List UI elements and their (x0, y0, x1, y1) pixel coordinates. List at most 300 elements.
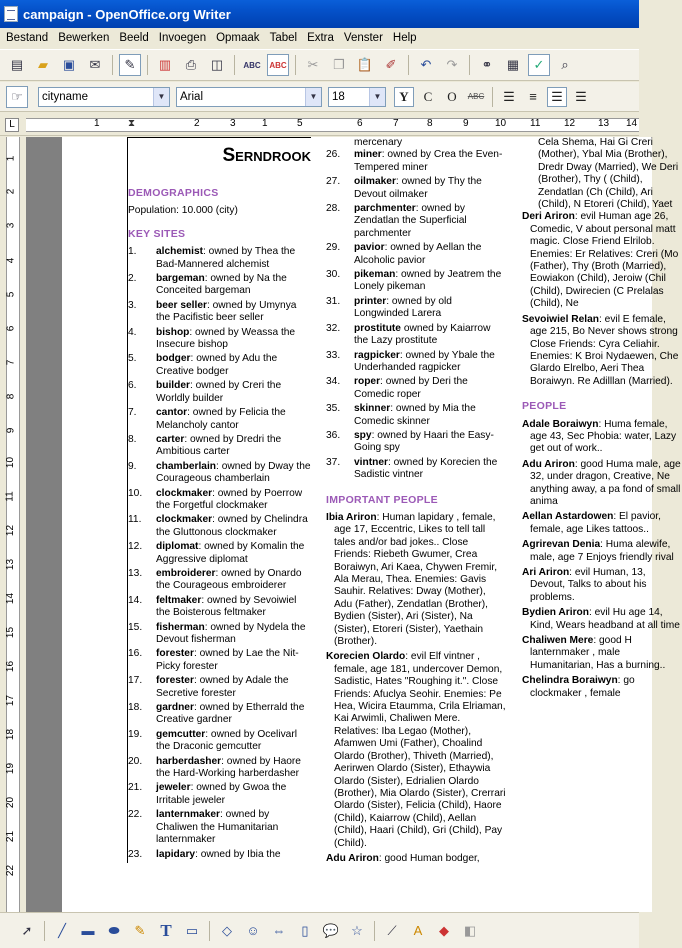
vruler-number: 1 (5, 155, 17, 162)
print-icon[interactable]: ⎙ (185, 57, 197, 72)
menu-venster[interactable]: Venster (343, 32, 383, 44)
site-item (326, 149, 506, 174)
site-owner: : owned by Aellan the Alcoholic pavior (354, 242, 482, 266)
site-profession: gardner (156, 702, 194, 714)
print-preview-icon[interactable]: ◫ (210, 57, 224, 72)
person-name: Adale Boraiwyn (522, 418, 599, 430)
site-text (156, 273, 311, 298)
site-item (326, 350, 506, 375)
document-page[interactable] (62, 137, 681, 912)
freeform-tool-icon[interactable]: ✎ (134, 922, 146, 938)
ruler-number: 7 (393, 118, 399, 129)
site-number: 22. (128, 809, 143, 821)
callouts-icon[interactable]: 💬 (322, 922, 340, 938)
site-item (128, 675, 311, 700)
site-number: 16. (128, 648, 143, 660)
save-icon[interactable]: ▣ (62, 57, 76, 72)
site-owner: : owned by Dway the Courageous chamberlain (156, 460, 311, 485)
person-name: Bydien Ariron (522, 607, 589, 619)
site-item (326, 457, 506, 482)
person-name: Adu Ariron (522, 458, 575, 470)
site-number: 26. (326, 149, 341, 161)
toolbar-separator (469, 55, 470, 75)
menu-invoegen[interactable]: Invoegen (158, 32, 207, 44)
site-text (354, 176, 506, 201)
edit-mode-icon[interactable]: ✎ (119, 54, 141, 76)
people-heading: PEOPLE (522, 400, 567, 413)
site-item (326, 376, 506, 401)
site-number: 9. (128, 460, 137, 472)
site-profession: lapidary (156, 848, 196, 860)
menu-bewerken[interactable]: Bewerken (58, 32, 110, 44)
site-profession: oilmaker (354, 176, 396, 188)
site-number: 10. (128, 487, 143, 499)
site-item (326, 176, 506, 201)
important-person (326, 512, 506, 648)
toolbar-separator (147, 55, 148, 75)
basic-shapes-icon[interactable]: ◇ (222, 922, 232, 938)
site-owner: : owned by Haari the Easy-Going spy (354, 429, 494, 454)
site-item (128, 327, 311, 352)
hyperlink-icon[interactable]: ⚭ (481, 57, 493, 72)
relatives-continued-text: Cela Shema, Hai Gi Creri (Mother), Ybal Mia (Brother), Dredr Dway (Married), We Deri (Brother), Thy ( (Child), Zendatlan (Ch (Child), Ari (Child), N Etoreri (Child), Yaet (538, 137, 679, 211)
align-left-icon[interactable]: ☰ (503, 88, 515, 104)
vruler-number: 16 (5, 660, 17, 673)
important-people-heading: IMPORTANT PEOPLE (326, 493, 438, 506)
important-person-name: Ibia Ariron (326, 511, 377, 523)
column-2 (326, 137, 506, 868)
site-text (156, 729, 311, 754)
site-item (128, 380, 311, 405)
chevron-down-icon[interactable]: ▼ (153, 88, 169, 106)
site-number: 1. (128, 246, 137, 258)
site-profession: diplomat (156, 541, 199, 553)
site-profession: ragpicker (354, 349, 400, 361)
person (522, 567, 682, 604)
vruler-number: 4 (5, 257, 17, 264)
site-text (156, 434, 311, 459)
writer-app-icon (4, 6, 18, 22)
chevron-down-icon[interactable]: ▼ (369, 88, 385, 106)
ruler-number: 1 (94, 118, 100, 129)
block-arrows-icon[interactable]: ⇔ (272, 923, 286, 938)
open-folder-icon[interactable]: ▰ (38, 57, 48, 72)
vruler-number: 2 (5, 188, 17, 195)
site-profession: forester (156, 675, 194, 687)
person-text (522, 635, 682, 672)
toolbar-separator (44, 921, 45, 941)
site-item (128, 514, 311, 539)
site-owner: : owned by Weassa the Insecure bishop (156, 326, 296, 351)
site-text (156, 407, 311, 432)
person-text (522, 511, 682, 536)
important-person-description: : Human lapidary , female, age 17, Eccentric, Likes to tell tall tales and/or bad jokes.. Close Friends: Riebeth Gwumer, Crea Boraiwyn, Ari Kaea, Chywen Fremir, Ala Merau, Thea. Enemies: Gavis Sauhir. Relatives: Dway (Mother), Adu (Father), Zendatlan (Brother), Bydien (Sister), Ari (Sister), Na (Sister), Etoreri (Sister), Yaethain (Brother). (334, 511, 498, 648)
site-owner: : owned by Creri the Worldly builder (156, 380, 282, 404)
site-text (354, 350, 506, 375)
ruler-number: 1 (262, 118, 268, 129)
site-item (128, 353, 311, 378)
site-profession: skinner (354, 403, 391, 415)
site-owner: : owned by Sevoiwiel the Boisterous feltmaker (156, 594, 297, 619)
font-size-value: 18 (332, 90, 345, 103)
site-item (326, 323, 506, 348)
document-workspace[interactable] (26, 137, 681, 912)
formatting-toolbar (0, 82, 639, 112)
site-owner: : owned by Na the Conceited bargeman (156, 273, 287, 297)
site-profession: miner (354, 149, 382, 161)
site-profession: cantor (156, 407, 188, 419)
site-number: 30. (326, 269, 341, 281)
site-item (326, 203, 506, 240)
strikethrough-icon[interactable]: ABC (467, 92, 485, 101)
site-profession: forester (156, 648, 194, 660)
site-profession: roper (354, 376, 381, 388)
person-text (522, 675, 682, 700)
fontwork-icon[interactable]: A (413, 923, 423, 938)
site-number: 12. (128, 541, 143, 553)
site-profession: clockmaker (156, 487, 213, 499)
site-owner: : owned by Umynya the Pacifistic beer seller (156, 299, 297, 324)
person (522, 675, 682, 700)
site-number: 4. (128, 326, 137, 338)
paragraph-style-select[interactable] (38, 87, 170, 107)
ruler-number: 10 (495, 118, 507, 129)
points-icon[interactable]: ⟋ (387, 922, 397, 938)
important-person-name: Deri Ariron (522, 211, 575, 223)
menu-bestand[interactable]: Bestand (6, 32, 49, 44)
font-name-select[interactable] (176, 87, 322, 107)
site-owner: : owned by Crea the Even-Tempered miner (354, 149, 503, 173)
format-paintbrush-icon[interactable]: ✐ (385, 57, 397, 72)
rectangle-tool-icon[interactable]: ▬ (81, 923, 95, 938)
font-name-value: Arial (180, 90, 204, 103)
menu-tabel[interactable]: Tabel (269, 32, 298, 44)
site-profession: chamberlain (156, 460, 217, 472)
show-draw-functions-icon[interactable]: ✓ (528, 54, 550, 76)
site-profession: prostitute (354, 322, 401, 334)
vruler-number: 12 (5, 524, 17, 537)
site-item (128, 246, 311, 271)
site-item (128, 702, 311, 727)
paragraph-style-value: cityname (42, 90, 89, 103)
site-owner: : owned by Etherrald the Creative gardner (156, 702, 305, 726)
site-profession: bishop (156, 326, 190, 338)
italic-icon[interactable]: C (423, 88, 433, 104)
site-text (354, 376, 506, 401)
site-number: 36. (326, 429, 341, 441)
site-number: 21. (128, 782, 143, 794)
justify-icon[interactable]: ☰ (575, 88, 587, 104)
standard-toolbar (0, 49, 639, 81)
site-text (156, 702, 311, 727)
site-owner: : owned by Zendatlan the Superficial parchmenter (354, 203, 467, 239)
important-person (522, 314, 682, 388)
person-name: Ari Ariron (522, 567, 570, 578)
extrusion-icon[interactable]: ◧ (463, 922, 477, 938)
site-text (156, 488, 311, 513)
redo-icon[interactable]: ↷ (446, 57, 458, 72)
ruler-strip (26, 118, 639, 132)
email-icon[interactable]: ✉ (89, 57, 101, 72)
underline-icon[interactable]: O (447, 88, 457, 104)
site-item (128, 849, 311, 861)
site-text (354, 269, 506, 294)
site-number: 7. (128, 407, 137, 419)
menu-help[interactable]: Help (392, 32, 417, 44)
ruler-number: 9 (463, 118, 469, 129)
person-description: : go clockmaker , female (530, 675, 635, 699)
site-number: 2. (128, 273, 137, 285)
site-profession: harberdasher (156, 755, 222, 767)
ruler-indent-marker[interactable]: ⧗ (128, 118, 136, 129)
site-text (156, 514, 311, 539)
site-owner: : owned by Onardo the Courageous embroiderer (156, 567, 302, 592)
site-item (128, 622, 311, 647)
column-3 (522, 137, 682, 703)
site-text (354, 149, 506, 174)
site-owner: : owned by Thy the Devout oilmaker (354, 176, 482, 200)
site-item (128, 809, 311, 846)
site-item (128, 434, 311, 459)
chevron-down-icon[interactable]: ▼ (305, 88, 321, 106)
copy-icon[interactable]: ❐ (333, 57, 345, 72)
flowchart-icon[interactable]: ▯ (301, 922, 309, 938)
important-person-text (326, 512, 506, 648)
important-person (326, 651, 506, 850)
site-owner: : owned by Dredri the Ambitious carter (156, 433, 282, 458)
site-item (128, 568, 311, 593)
vruler-number: 15 (5, 626, 17, 639)
site-owner: : owned by Ocelivarl the Draconic gemcutter (156, 728, 297, 753)
site-text (156, 675, 311, 700)
find-replace-icon[interactable]: ⌕ (561, 57, 569, 72)
ellipse-tool-icon[interactable]: ⬬ (108, 922, 120, 938)
site-profession: bargeman (156, 273, 205, 285)
menu-bar (0, 28, 639, 48)
person-description: : Huma alewife, male, age 7 Enjoys friendly rival (530, 539, 674, 563)
vruler-number: 20 (5, 796, 17, 809)
important-people-list (326, 512, 506, 865)
horizontal-ruler[interactable] (0, 114, 639, 136)
site-profession: bodger (156, 353, 191, 365)
site-text (156, 246, 311, 271)
page-margin-gutter (26, 137, 62, 912)
site-text (354, 457, 506, 482)
site-text (156, 300, 311, 325)
ruler-number: 3 (230, 118, 236, 129)
important-person-name: Sevoiwiel Relan (522, 313, 600, 325)
site-profession: vintner (354, 456, 388, 468)
spellcheck-icon[interactable]: ABC (243, 60, 261, 70)
important-person (326, 853, 506, 865)
select-arrow-icon[interactable]: ➚ (21, 922, 33, 938)
toolbar-separator (209, 921, 210, 941)
person (522, 419, 682, 456)
column-1 (127, 137, 311, 863)
site-text (156, 541, 311, 566)
site-continued-text: mercenary (354, 137, 403, 148)
site-owner: : owned by Thea the Bad-Mannered alchemist (156, 246, 296, 270)
site-item (128, 541, 311, 566)
person-text (522, 419, 682, 456)
site-item (128, 729, 311, 754)
vruler-number: 6 (5, 325, 17, 332)
paste-icon[interactable]: 📋 (356, 57, 374, 72)
important-person-description: : evil Human age 26, Comedic, V about personal matt magic. Close Friend Elrilob. Enemies: Er Relatives: Creri (Mo (Father), Thy (Broth (Married), Eowiakon (Child), Jeroiw (Chil (Child), Dwirecien (C Prelalas (Child), Ne (530, 211, 679, 310)
person-text (522, 459, 682, 509)
drawing-toolbar (0, 912, 639, 948)
site-owner: : owned by Haore the Hard-Working harberdasher (156, 755, 301, 780)
site-number: 33. (326, 349, 341, 361)
ruler-number: 14 (626, 118, 638, 129)
person-description: : evil Hu age 14, Kind, Wears headband at all time (530, 607, 680, 631)
site-number: 6. (128, 380, 137, 392)
export-pdf-icon[interactable]: ▥ (158, 57, 172, 72)
person-description: : good H lanternmaker , male Humanitarian, Has a burning.. (530, 635, 666, 671)
person-description: : Huma female, age 43, Sec Phobia: water, Lazy get out of work.. (530, 418, 677, 455)
site-item (128, 648, 311, 673)
site-number: 17. (128, 675, 143, 687)
align-right-icon[interactable]: ☰ (547, 87, 567, 107)
cut-icon[interactable]: ✂ (307, 57, 319, 72)
stars-icon[interactable]: ☆ (351, 922, 363, 938)
site-number: 5. (128, 353, 137, 365)
demographics-heading: DEMOGRAPHICS (128, 187, 219, 199)
menu-beeld[interactable]: Beeld (119, 32, 149, 44)
toolbar-separator (374, 921, 375, 941)
new-document-icon[interactable]: ▤ (10, 57, 24, 72)
site-owner: : owned by Chaliwen the Humanitarian lanternmaker (156, 809, 279, 846)
site-profession: spy (354, 429, 372, 441)
ruler-number: 12 (564, 118, 576, 129)
site-number: 28. (326, 203, 341, 215)
site-text (156, 353, 311, 378)
site-text (156, 327, 311, 352)
important-person (522, 211, 682, 310)
ruler-number: 2 (194, 118, 200, 129)
ruler-number: 11 (530, 118, 541, 129)
text-tool-icon[interactable]: T (160, 920, 172, 940)
site-owner: : owned by Gwoa the Irritable jeweler (156, 782, 287, 806)
undo-icon[interactable]: ↶ (420, 57, 432, 72)
site-owner: : owned by Deri the Comedic roper (354, 376, 468, 400)
site-text (354, 242, 506, 267)
site-profession: clockmaker (156, 514, 213, 526)
important-person-name: Adu Ariron (326, 852, 379, 864)
important-person-text (522, 211, 682, 310)
ruler-number: 6 (357, 118, 363, 129)
population-text: Population: 10.000 (city) (128, 205, 238, 217)
site-number: 37. (326, 456, 341, 468)
site-profession: gemcutter (156, 728, 206, 740)
site-owner: : owned by Ibia the (195, 848, 281, 860)
key-sites-list-continued (326, 149, 506, 481)
site-owner: owned by Kaiarrow the Lazy prostitute (354, 322, 491, 347)
site-profession: alchemist (156, 246, 203, 258)
line-tool-icon[interactable]: ╱ (58, 922, 66, 938)
styles-formatting-icon[interactable]: ☞ (6, 86, 28, 108)
vruler-number: 22 (5, 864, 17, 877)
symbol-shapes-icon[interactable]: ☺ (246, 923, 260, 938)
ruler-number: 8 (427, 118, 433, 129)
vertical-ruler[interactable] (0, 137, 26, 912)
tab-selector-icon[interactable]: L (5, 118, 19, 132)
vruler-number: 3 (5, 222, 17, 229)
site-profession: carter (156, 433, 185, 445)
site-profession: pikeman (354, 269, 396, 281)
key-sites-heading: KEY SITES (128, 227, 186, 240)
site-number: 20. (128, 755, 143, 767)
site-text (156, 568, 311, 593)
from-file-icon[interactable]: ◆ (439, 922, 449, 938)
ruler-number: 13 (598, 118, 610, 129)
vruler-number: 8 (5, 393, 17, 400)
site-owner: : owned by Adale the Secretive forester (156, 675, 289, 699)
font-size-select[interactable] (328, 87, 386, 107)
table-icon[interactable]: ▦ (506, 57, 520, 72)
site-profession: jeweler (156, 782, 191, 794)
menu-extra[interactable]: Extra (307, 32, 334, 44)
site-item (128, 488, 311, 513)
site-profession: beer seller (156, 299, 207, 311)
site-item (128, 273, 311, 298)
site-owner: : owned by Ybale the Underhanded ragpicker (354, 349, 495, 373)
site-text (354, 203, 506, 240)
vruler-number: 11 (4, 491, 16, 502)
bold-icon[interactable]: Y (394, 87, 414, 107)
site-number: 3. (128, 299, 137, 311)
site-number: 11. (128, 514, 142, 526)
vruler-number: 10 (5, 456, 17, 469)
autospellcheck-icon[interactable]: ABC (267, 54, 289, 76)
menu-opmaak[interactable]: Opmaak (216, 32, 260, 44)
city-title: Serndrook (128, 137, 311, 177)
site-number: 15. (128, 621, 143, 633)
vruler-number: 21 (5, 830, 17, 843)
site-text (354, 430, 506, 455)
site-text (156, 782, 311, 807)
site-text (156, 648, 311, 673)
site-item (326, 403, 506, 428)
site-text (156, 809, 311, 846)
site-profession: embroiderer (156, 567, 216, 579)
vruler-number: 9 (5, 427, 17, 434)
window-title: campaign - OpenOffice.org Writer (23, 6, 231, 22)
key-sites-list (128, 246, 311, 861)
site-owner: : owned by Chelindra the Gluttonous clockmaker (156, 514, 308, 538)
callout-tool-icon[interactable]: ▭ (185, 922, 199, 938)
site-item (128, 595, 311, 620)
site-text (156, 461, 311, 486)
toolbar-separator (295, 55, 296, 75)
person-description: : El pavior, female, age Likes tattoos.. (530, 511, 661, 535)
align-center-icon[interactable]: ≡ (529, 89, 537, 104)
site-text (354, 296, 506, 321)
vruler-number: 14 (5, 592, 17, 605)
site-item (326, 269, 506, 294)
site-profession: builder (156, 380, 190, 392)
vruler-number: 17 (5, 694, 17, 707)
site-profession: fisherman (156, 621, 205, 633)
site-number: 27. (326, 176, 341, 188)
site-profession: feltmaker (156, 594, 202, 606)
important-person-description: : good Human bodger, (378, 852, 480, 864)
toolbar-separator (492, 87, 493, 107)
site-owner: : owned by Adu the Creative bodger (156, 353, 278, 377)
person (522, 511, 682, 536)
site-number: 8. (128, 433, 137, 445)
vruler-number: 18 (5, 728, 17, 741)
